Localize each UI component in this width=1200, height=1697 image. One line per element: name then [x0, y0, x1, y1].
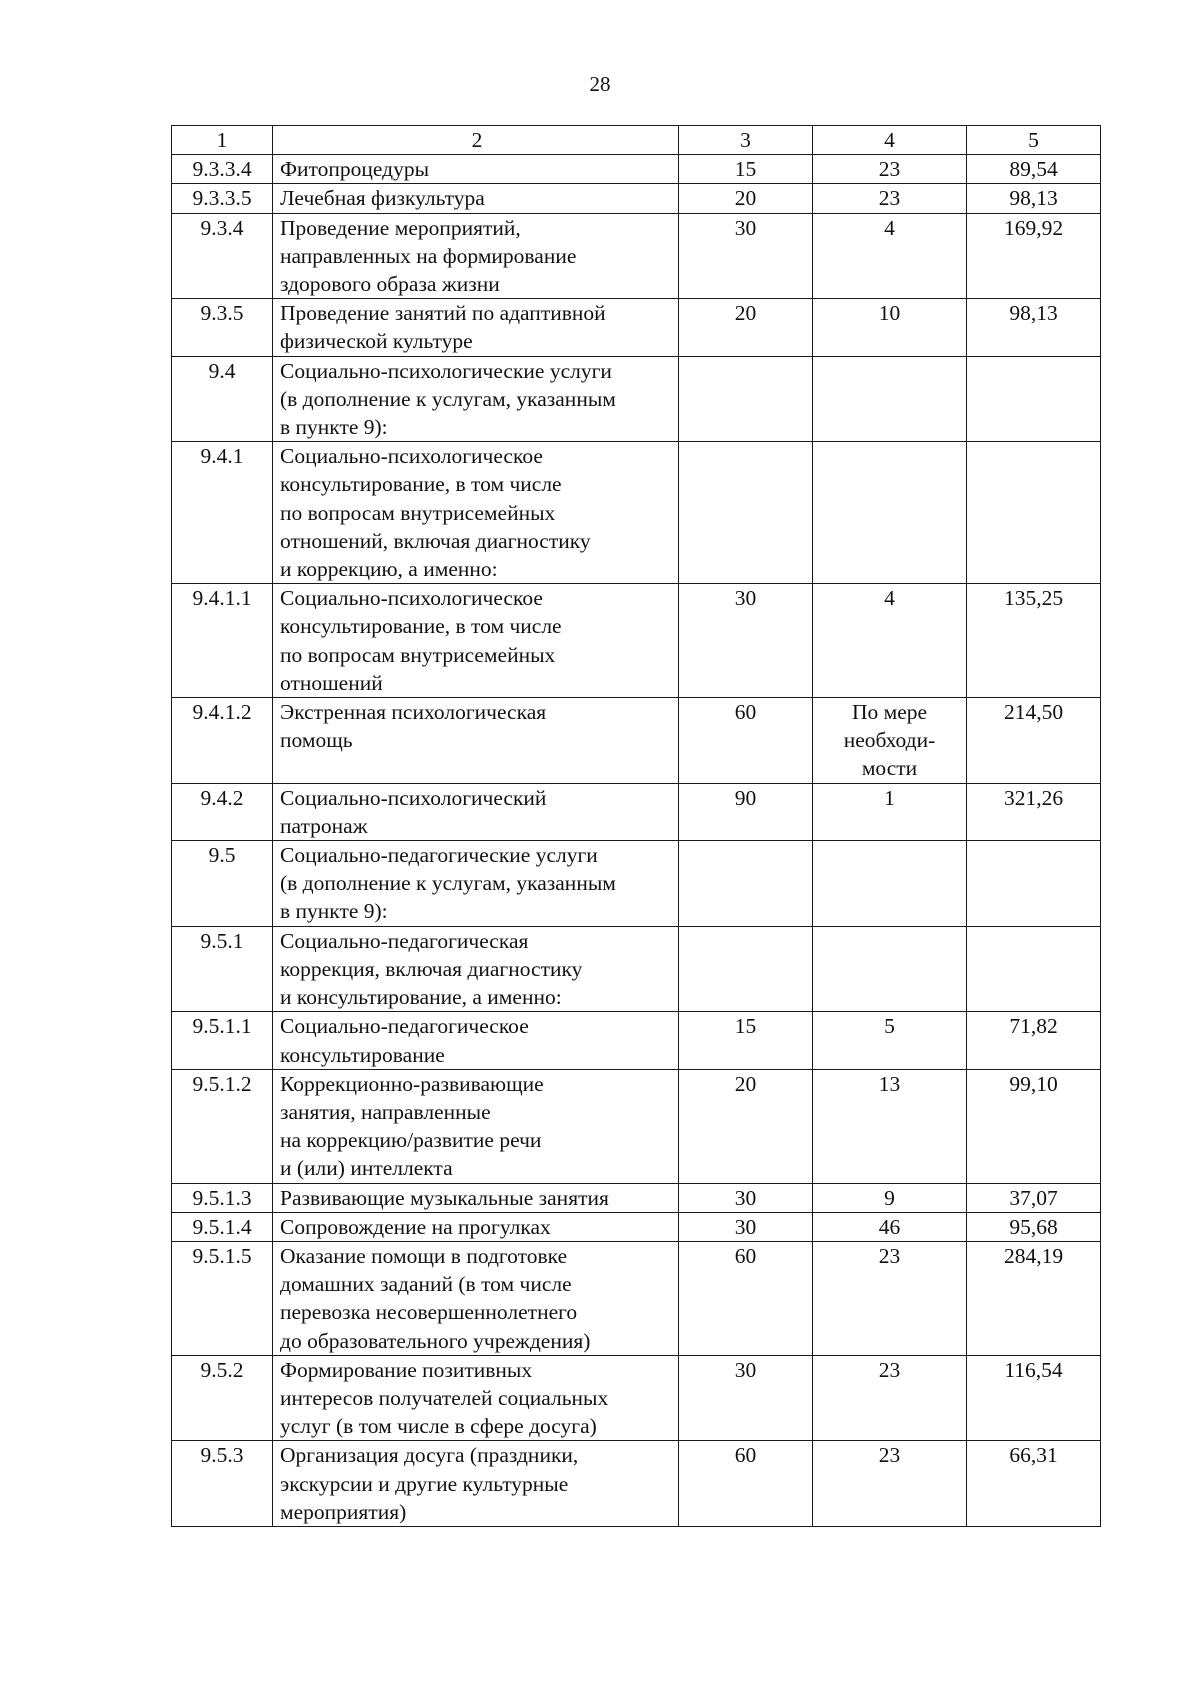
row-col4-cell: 4: [813, 584, 967, 698]
page-number: 28: [589, 72, 611, 96]
row-code-cell: 9.5.2: [172, 1355, 273, 1441]
row-col4-cell: 9: [813, 1183, 967, 1212]
services-table: [171, 125, 1101, 1527]
row-name-cell: Сопровождение на прогулках: [273, 1212, 679, 1241]
table-row: [172, 356, 1101, 442]
row-col4-cell: 10: [813, 299, 967, 356]
row-col3-cell: [679, 841, 813, 927]
header-cell-2: 2: [273, 126, 679, 155]
table-header-row: [172, 126, 1101, 155]
row-name-cell: Организация досуга (праздники, экскурсии и другие культурные мероприятия): [273, 1441, 679, 1527]
table-row: [172, 1241, 1101, 1355]
header-cell-4: 4: [813, 126, 967, 155]
row-code-cell: 9.4.2: [172, 783, 273, 840]
row-col5-cell: 95,68: [967, 1212, 1101, 1241]
row-name-cell: Фитопроцедуры: [273, 155, 679, 184]
row-name-cell: Социально-педагогическое консультирование: [273, 1012, 679, 1069]
row-col3-cell: 20: [679, 184, 813, 213]
row-code-cell: 9.5.1.2: [172, 1069, 273, 1183]
row-col5-cell: 66,31: [967, 1441, 1101, 1527]
row-code-cell: 9.3.3.4: [172, 155, 273, 184]
row-col5-cell: [967, 442, 1101, 584]
row-name-cell: Лечебная физкультура: [273, 184, 679, 213]
row-code-cell: 9.3.5: [172, 299, 273, 356]
table-row: [172, 1183, 1101, 1212]
row-col4-cell: 1: [813, 783, 967, 840]
row-code-cell: 9.5.1.1: [172, 1012, 273, 1069]
row-name-cell: Социально-педагогические услуги (в дополнение к услугам, указанным в пункте 9):: [273, 841, 679, 927]
row-col5-cell: 321,26: [967, 783, 1101, 840]
table-row: [172, 184, 1101, 213]
row-col3-cell: 15: [679, 1012, 813, 1069]
row-col3-cell: 30: [679, 1183, 813, 1212]
row-col3-cell: 30: [679, 1355, 813, 1441]
table-row: [172, 1069, 1101, 1183]
row-col4-cell: [813, 926, 967, 1012]
row-col4-cell: 23: [813, 1441, 967, 1527]
row-col4-cell: По мере необходи- мости: [813, 698, 967, 784]
row-col5-cell: 98,13: [967, 184, 1101, 213]
row-name-cell: Социально-педагогическая коррекция, включая диагностику и консультирование, а именно:: [273, 926, 679, 1012]
row-col3-cell: 60: [679, 698, 813, 784]
header-cell-5: 5: [967, 126, 1101, 155]
row-code-cell: 9.5.1.5: [172, 1241, 273, 1355]
row-code-cell: 9.5.1.3: [172, 1183, 273, 1212]
header-cell-3: 3: [679, 126, 813, 155]
table-row: [172, 213, 1101, 299]
table-row: [172, 783, 1101, 840]
table-row: [172, 1212, 1101, 1241]
table-row: [172, 698, 1101, 784]
row-col4-cell: [813, 356, 967, 442]
table-row: [172, 155, 1101, 184]
row-col5-cell: [967, 841, 1101, 927]
row-col4-cell: 23: [813, 184, 967, 213]
row-name-cell: Развивающие музыкальные занятия: [273, 1183, 679, 1212]
table-row: [172, 1012, 1101, 1069]
row-col5-cell: [967, 926, 1101, 1012]
row-col3-cell: 60: [679, 1441, 813, 1527]
row-code-cell: 9.3.4: [172, 213, 273, 299]
row-col5-cell: 98,13: [967, 299, 1101, 356]
table-row: [172, 442, 1101, 584]
row-name-cell: Формирование позитивных интересов получателей социальных услуг (в том числе в сфере досуга): [273, 1355, 679, 1441]
row-col5-cell: 99,10: [967, 1069, 1101, 1183]
row-code-cell: 9.4.1: [172, 442, 273, 584]
row-col5-cell: 169,92: [967, 213, 1101, 299]
row-col3-cell: 60: [679, 1241, 813, 1355]
row-col4-cell: 23: [813, 1355, 967, 1441]
row-col5-cell: 37,07: [967, 1183, 1101, 1212]
row-col5-cell: 135,25: [967, 584, 1101, 698]
row-name-cell: Коррекционно-развивающие занятия, направленные на коррекцию/развитие речи и (или) интеллекта: [273, 1069, 679, 1183]
table-row: [172, 841, 1101, 927]
table-row: [172, 299, 1101, 356]
row-col5-cell: 116,54: [967, 1355, 1101, 1441]
row-col3-cell: [679, 442, 813, 584]
row-col4-cell: [813, 442, 967, 584]
row-col4-cell: [813, 841, 967, 927]
row-col5-cell: 284,19: [967, 1241, 1101, 1355]
row-name-cell: Проведение мероприятий, направленных на формирование здорового образа жизни: [273, 213, 679, 299]
row-col4-cell: 23: [813, 155, 967, 184]
row-col4-cell: 46: [813, 1212, 967, 1241]
table-row: [172, 1441, 1101, 1527]
row-col5-cell: 214,50: [967, 698, 1101, 784]
row-code-cell: 9.4: [172, 356, 273, 442]
row-col3-cell: 30: [679, 584, 813, 698]
table-row: [172, 584, 1101, 698]
row-col4-cell: 4: [813, 213, 967, 299]
row-name-cell: Социально-психологическое консультирование, в том числе по вопросам внутрисемейных отношений, включая диагностику и коррекцию, а именно:: [273, 442, 679, 584]
row-col3-cell: 90: [679, 783, 813, 840]
row-name-cell: Социально-психологические услуги (в дополнение к услугам, указанным в пункте 9):: [273, 356, 679, 442]
row-code-cell: 9.5.1.4: [172, 1212, 273, 1241]
row-code-cell: 9.5.1: [172, 926, 273, 1012]
header-cell-1: 1: [172, 126, 273, 155]
row-code-cell: 9.5: [172, 841, 273, 927]
row-name-cell: Социально-психологическое консультирование, в том числе по вопросам внутрисемейных отношений: [273, 584, 679, 698]
row-name-cell: Социально-психологический патронаж: [273, 783, 679, 840]
table-row: [172, 1355, 1101, 1441]
row-col3-cell: 15: [679, 155, 813, 184]
row-col3-cell: 30: [679, 1212, 813, 1241]
table-row: [172, 926, 1101, 1012]
row-col3-cell: 20: [679, 1069, 813, 1183]
row-col4-cell: 23: [813, 1241, 967, 1355]
row-col4-cell: 13: [813, 1069, 967, 1183]
row-col3-cell: 20: [679, 299, 813, 356]
row-name-cell: Экстренная психологическая помощь: [273, 698, 679, 784]
row-code-cell: 9.4.1.1: [172, 584, 273, 698]
row-col5-cell: 89,54: [967, 155, 1101, 184]
row-code-cell: 9.5.3: [172, 1441, 273, 1527]
row-col4-cell: 5: [813, 1012, 967, 1069]
row-col5-cell: 71,82: [967, 1012, 1101, 1069]
row-col3-cell: 30: [679, 213, 813, 299]
row-col3-cell: [679, 926, 813, 1012]
row-code-cell: 9.4.1.2: [172, 698, 273, 784]
row-col3-cell: [679, 356, 813, 442]
row-name-cell: Оказание помощи в подготовке домашних заданий (в том числе перевозка несовершеннолетнего до образовательного учреждения): [273, 1241, 679, 1355]
row-col5-cell: [967, 356, 1101, 442]
row-name-cell: Проведение занятий по адаптивной физической культуре: [273, 299, 679, 356]
row-code-cell: 9.3.3.5: [172, 184, 273, 213]
